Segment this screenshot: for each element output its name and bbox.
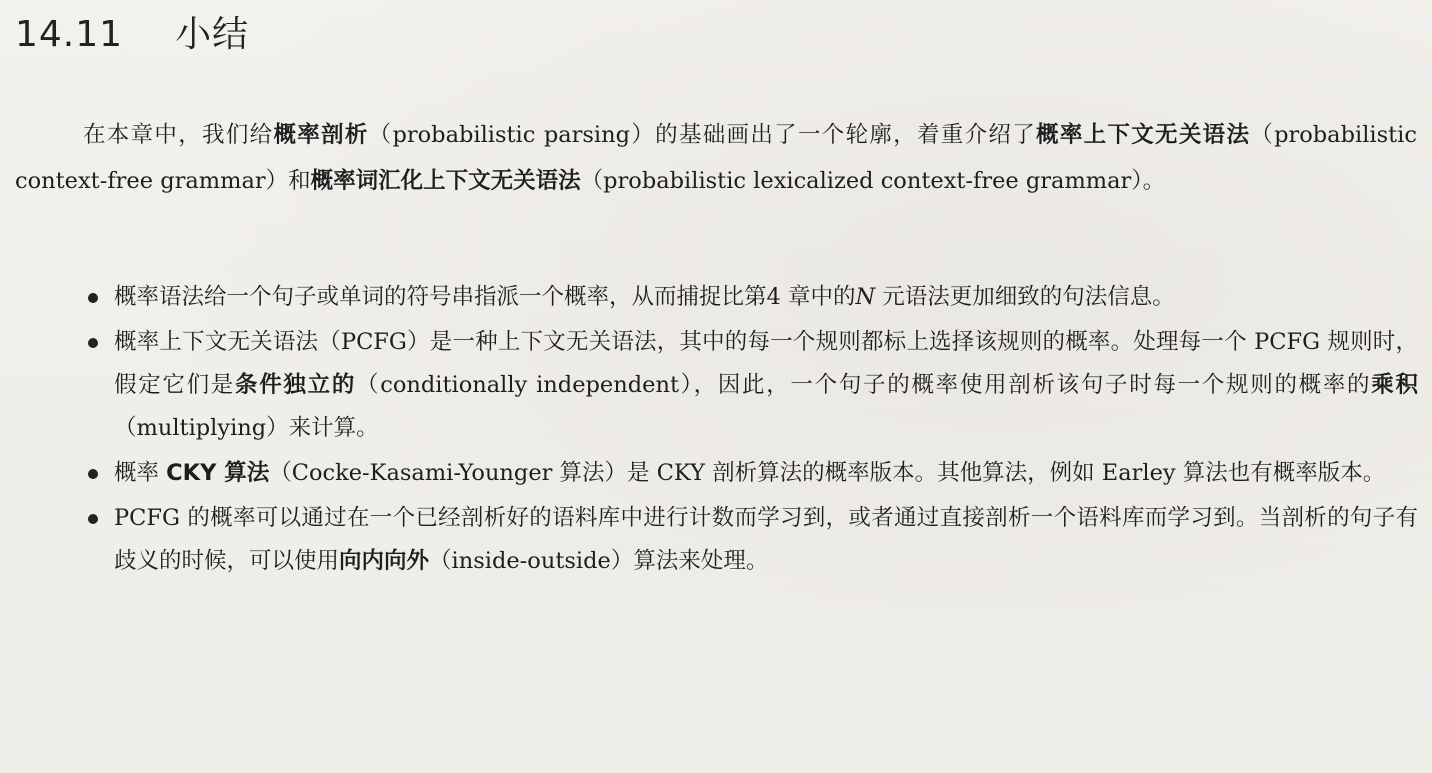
bullet-2-text-1: 概率上下文无关语法（PCFG）是一种上下文无关语法，其中的每一个规则都标上选择该规则的概率。处理每一个 PCFG 规则时，假定它们是 — [114, 329, 1418, 398]
intro-text-2: （probabilistic parsing）的基础画出了一个轮廓，着重介绍了 — [368, 122, 1037, 148]
bullet-item-1 — [88, 276, 1418, 319]
section-title: 小结 — [175, 14, 250, 55]
bullet-3-text-1: 概率 — [114, 460, 167, 486]
bullet-item-3 — [88, 452, 1418, 495]
bullet-4-text-2: （inside-outside）算法来处理。 — [429, 548, 769, 574]
bullet-item-4 — [88, 497, 1418, 583]
bullet-1-text-2: 元语法更加细致的句法信息。 — [875, 284, 1175, 310]
bullet-dot-icon — [88, 293, 98, 303]
intro-text-4: （probabilistic lexicalized context-free grammar）。 — [580, 168, 1166, 194]
term-lexicalized-pcfg: 概率词汇化上下文无关语法 — [310, 168, 581, 194]
bullet-dot-icon — [88, 514, 98, 524]
term-pcfg: 概率上下文无关语法 — [1036, 122, 1251, 148]
bullet-item-2 — [88, 321, 1418, 450]
term-cky-algorithm: CKY 算法 — [166, 460, 270, 486]
bullet-dot-icon — [88, 338, 98, 348]
term-probabilistic-parsing: 概率剖析 — [273, 122, 369, 148]
intro-paragraph — [15, 112, 1417, 204]
bullet-1-text-1: 概率语法给一个句子或单词的符号串指派一个概率，从而捕捉比第4 章中的 — [114, 284, 856, 310]
bullet-3-text-2: （Cocke-Kasami-Younger 算法）是 CKY 剖析算法的概率版本。其他算法，例如 Earley 算法也有概率版本。 — [269, 460, 1386, 486]
intro-text-3: （probabilistic context-free grammar）和 — [15, 122, 1417, 194]
bullet-dot-icon — [88, 469, 98, 479]
term-conditionally-independent: 条件独立的 — [235, 372, 357, 398]
intro-text-1: 在本章中，我们给 — [83, 122, 274, 148]
bullet-2-text-2: （conditionally independent），因此，一个句子的概率使用剖析该句子时每一个规则的概率的 — [356, 372, 1372, 398]
section-heading — [15, 6, 249, 56]
section-number: 14.11 — [15, 14, 124, 55]
bullet-2-text-3: （multiplying）来计算。 — [114, 415, 379, 441]
term-multiplying: 乘积 — [1371, 372, 1418, 398]
bullet-4-text-1: PCFG 的概率可以通过在一个已经剖析好的语料库中进行计数而学习到，或者通过直接剖析一个语料库而学习到。当剖析的句子有歧义的时候，可以使用 — [114, 505, 1418, 574]
summary-bullet-list — [88, 276, 1418, 583]
bullet-1-italic-n: N — [855, 284, 876, 310]
term-inside-outside: 向内向外 — [339, 548, 430, 574]
